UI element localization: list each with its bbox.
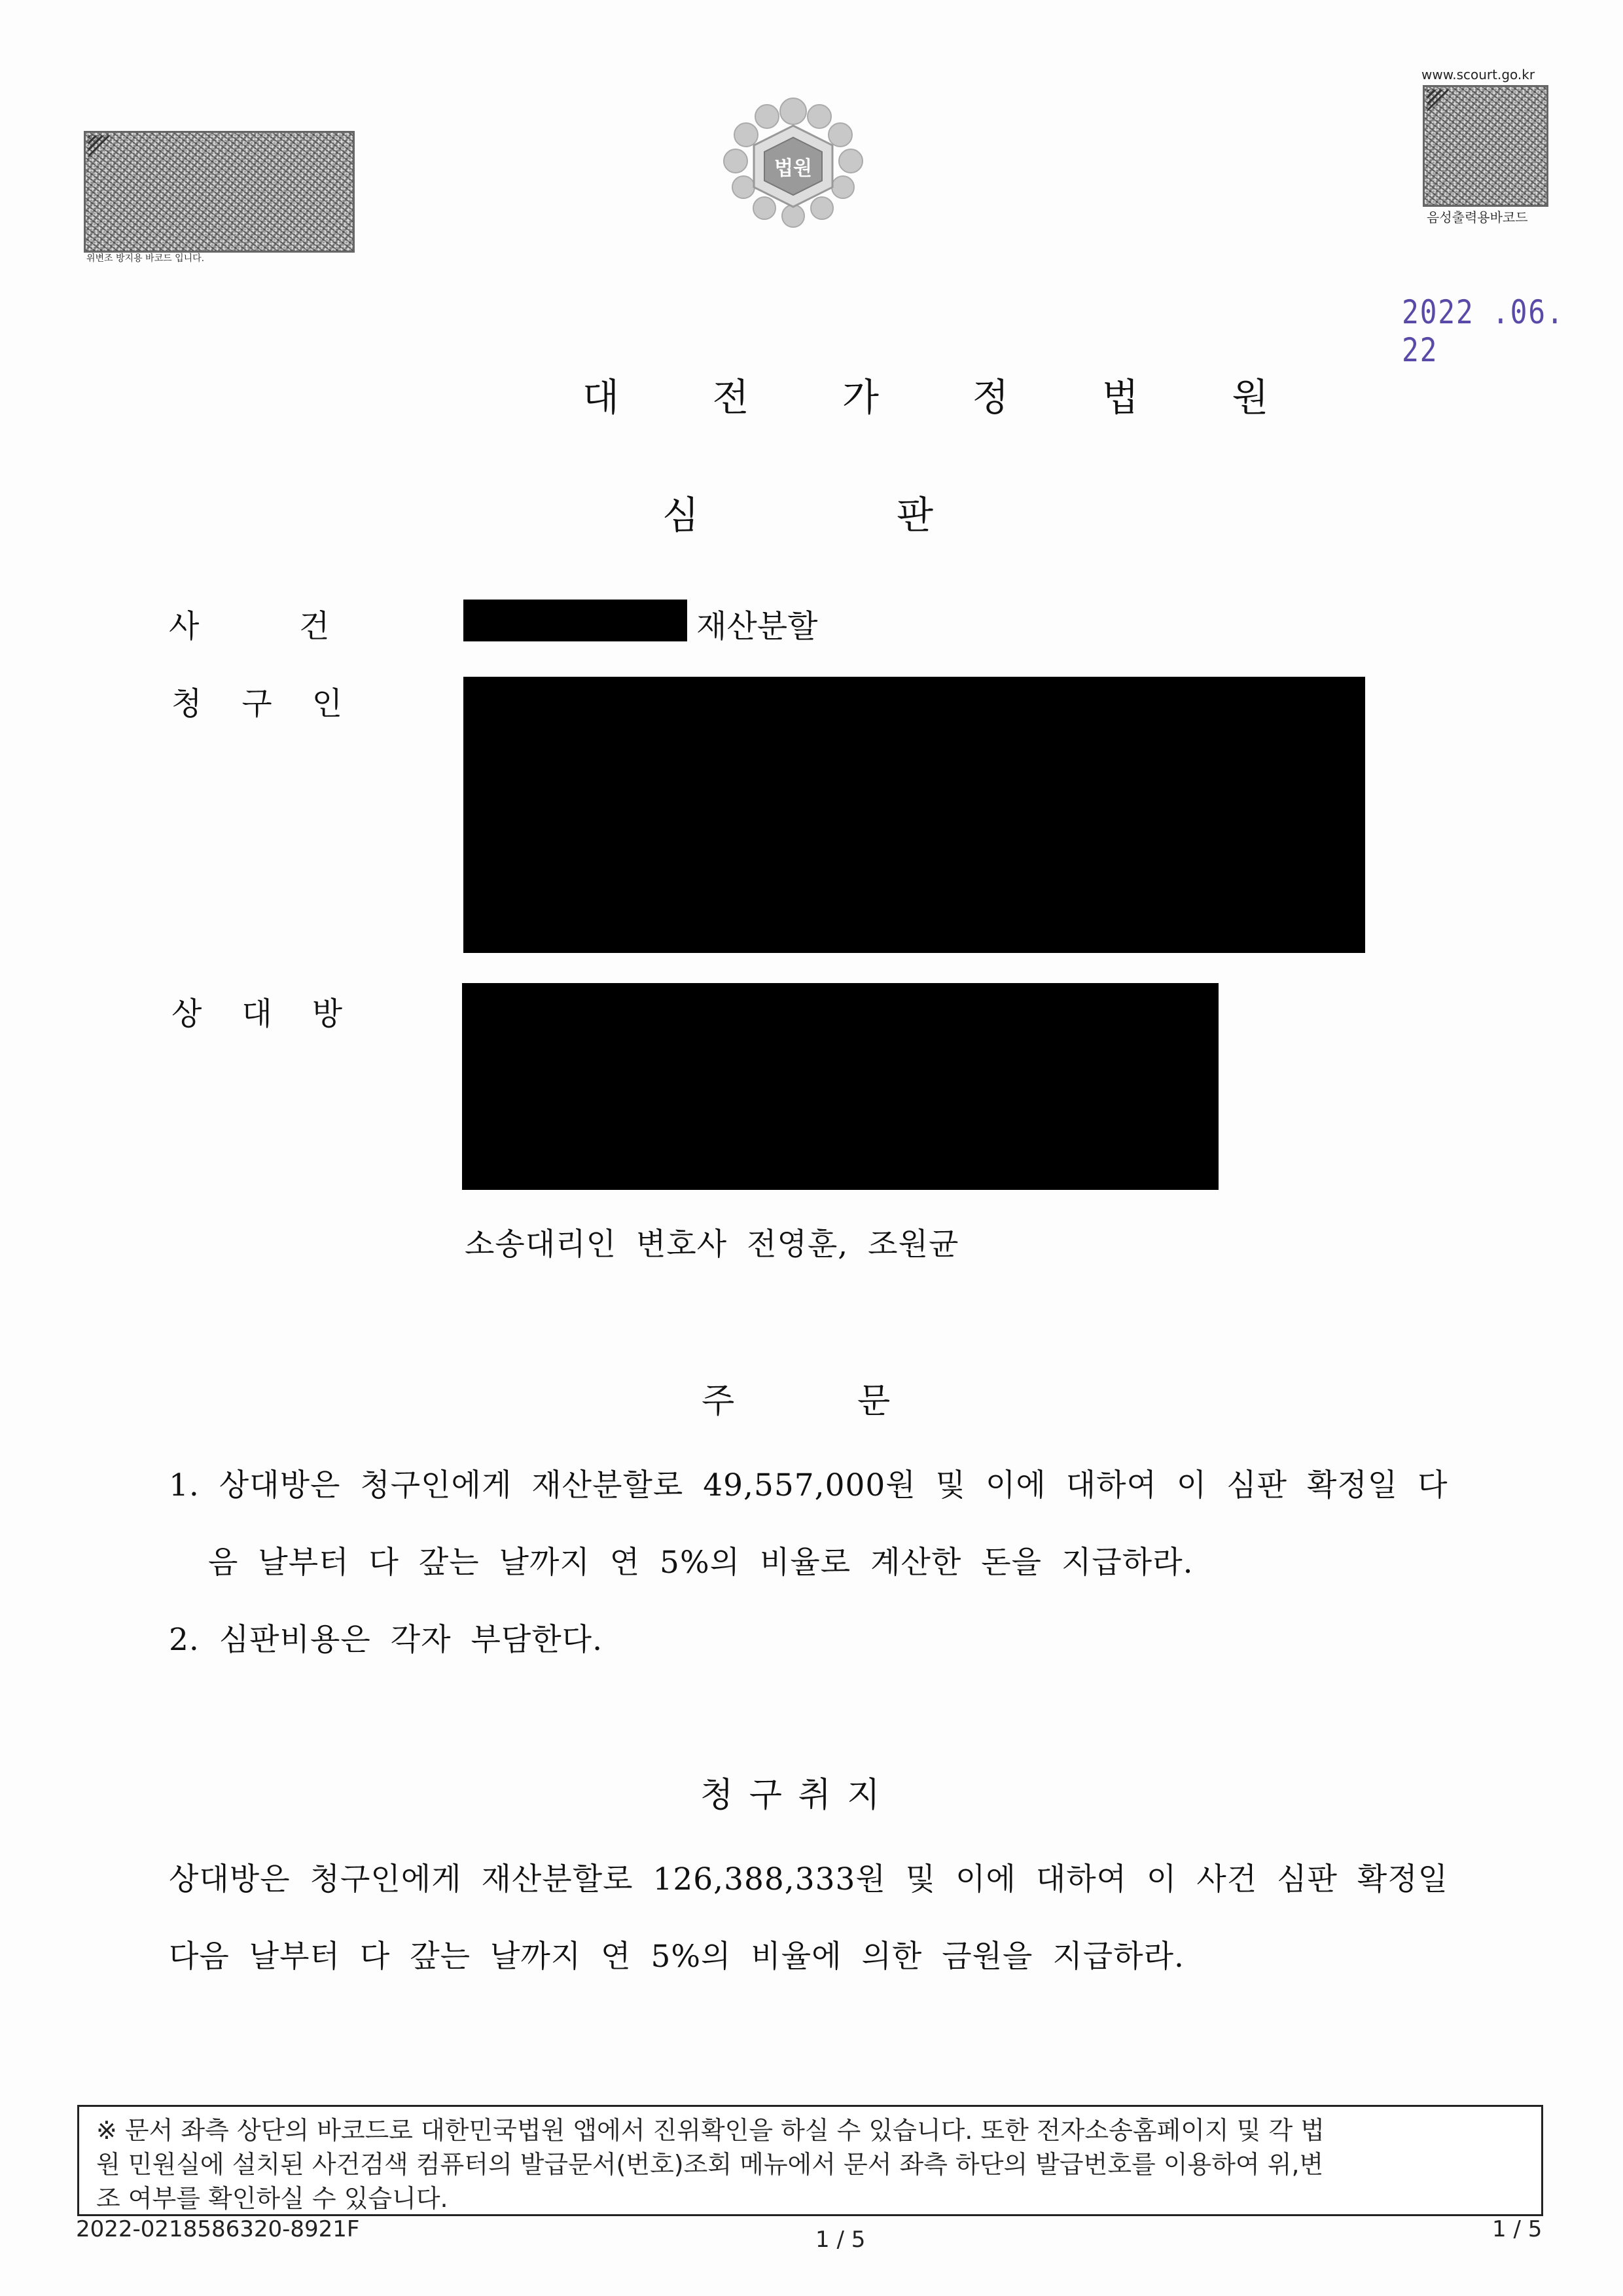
page-number-right: 1 / 5 [1492,2216,1543,2242]
case-label: 사 건 [169,608,330,645]
claim-line-2: 다음 날부터 다 갚는 날까지 연 5%의 비율에 의한 금원을 지급하라. [169,1939,1185,1975]
document-title-right: 판 [897,493,934,537]
barcode-corner-mark [1427,90,1450,112]
order-item-1-line-1: 1. 상대방은 청구인에게 재산분할로 49,557,000원 및 이에 대하여 이 심판 확정일 다 [169,1467,1448,1503]
issue-number: 2022-0218586320-8921F [76,2216,360,2242]
notice-line-3: 조 여부를 확인하실 수 있습니다. [96,2184,448,2213]
claimant-label: 청 구 인 [171,685,343,722]
attorney-line: 소송대리인 변호사 전영훈, 조원균 [465,1227,959,1263]
redacted-claimant [463,677,1365,953]
order-item-1-line-2: 음 날부터 다 갚는 날까지 연 5%의 비율로 계산한 돈을 지급하라. [208,1545,1194,1581]
case-name: 재산분할 [696,608,818,645]
verification-notice-box [77,2105,1543,2216]
page-number-center: 1 / 5 [815,2227,866,2253]
voice-output-barcode-caption: 음성출력용바코드 [1427,209,1528,225]
court-name: 대 전 가 정 법 원 [582,375,1310,420]
order-heading-left: 주 [702,1382,735,1421]
website-label: www.scourt.go.kr [1421,67,1535,82]
date-stamp: 2022 .06. 22 [1402,293,1565,369]
court-seal-text: 법원 [774,157,812,180]
notice-line-2: 원 민원실에 설치된 사건검색 컴퓨터의 발급문서(번호)조회 메뉴에서 문서 좌측 하단의 발급번호를 이용하여 위,변 [96,2150,1324,2179]
order-heading-right: 문 [857,1382,891,1421]
claim-heading: 청 구 취 지 [700,1776,883,1815]
claim-line-1: 상대방은 청구인에게 재산분할로 126,388,333원 및 이에 대하여 이 사건 심판 확정일 [169,1861,1449,1897]
redacted-respondent [462,983,1219,1190]
anti-forgery-barcode-caption: 위변조 방지용 바코드 입니다. [86,253,205,264]
order-item-2: 2. 심판비용은 각자 부담한다. [169,1622,603,1658]
document-title-left: 심 [662,493,700,537]
barcode-corner-mark [88,135,111,158]
respondent-label: 상 대 방 [171,996,343,1032]
notice-line-1: ※ 문서 좌측 상단의 바코드로 대한민국법원 앱에서 진위확인을 하실 수 있습니다. 또한 전자소송홈페이지 및 각 법 [96,2116,1325,2145]
anti-forgery-barcode [84,131,355,253]
redacted-case-number [463,600,687,641]
voice-output-barcode [1423,85,1548,207]
